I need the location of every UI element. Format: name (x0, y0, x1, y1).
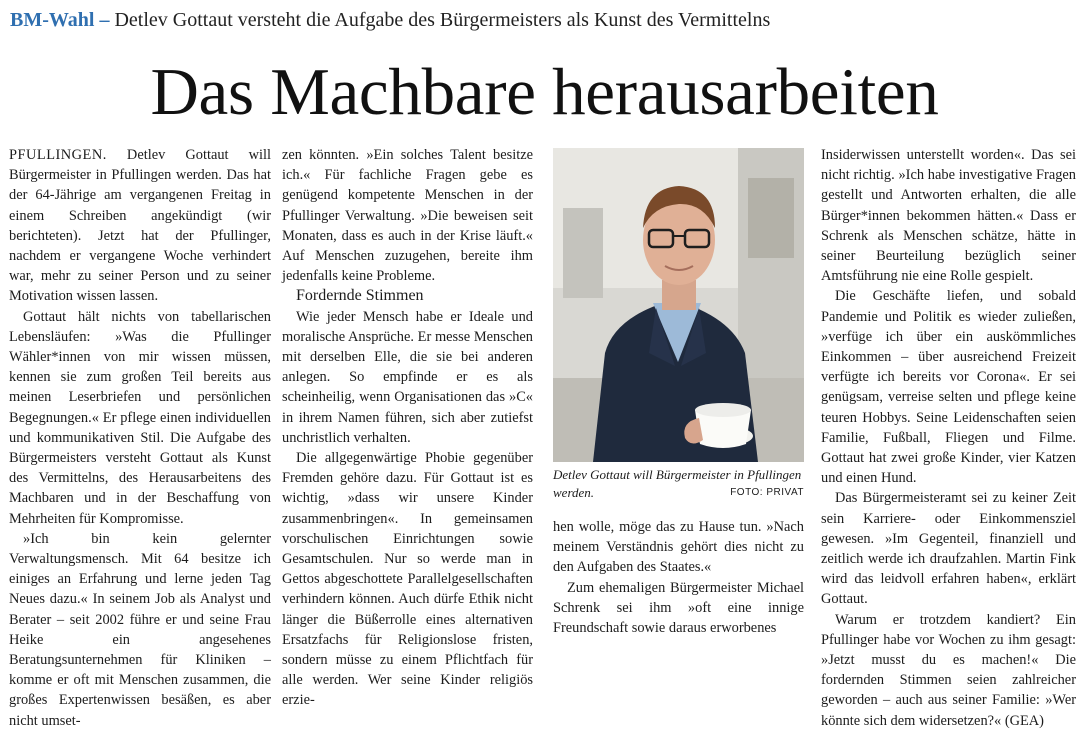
kicker-subtitle: Detlev Gottaut versteht die Aufgabe des Bürgermeisters als Kunst des Vermittelns (114, 9, 771, 31)
paragraph: Die Geschäfte liefen, und sobald Pandemie und Politik es wieder zuließen, »verfüge ich über ein auskömmliches Einkommen – über ausreichend Freizeit verfügte ich bereits vor Corona«. Er sei genügsam, verreise selten und pflege keine teuren Hobbys. Seine Leidenschaften seien Familie, Fußball, Fliegen und Filme. Gottaut hat zwei große Kinder, vier Katzen und einen Hund. (821, 288, 1076, 487)
paragraph: Wie jeder Mensch habe er Ideale und moralische Ansprüche. Er messe Menschen mit derselben Elle, die sie bei anderen anlegen. So empfinde er es als scheinheilig, wenn Organisationen das »C« in ihrem Namen führen, sich aber zutiefst unchristlich verhalten. (282, 308, 533, 446)
paragraph: Zum ehemaligen Bürgermeister Michael Schrenk sei ihm »oft eine innige Freundschaft sowie daraus erworbenes (553, 579, 804, 637)
paragraph: »Ich bin kein gelernter Verwaltungsmensch. Mit 64 besitze ich einiges an Erfahrung und lerne jeden Tag Neues dazu.« In seinem Job als Analyst und Berater – seit 2002 führe er und seine Frau Heike ein angesehenes Beratungsunternehmen für Kliniken – komme er oft mit Menschen zusammen, die großes Expertenwissen besäßen, es aber nicht umset- (9, 530, 271, 729)
paragraph: Insiderwissen unterstellt worden«. Das sei nicht richtig. »Ich habe investigative Fragen gestellt und Antworten erhalten, die alle Bürger*innen bekommen hätten.« Dass er Schrenk als Menschen schätze, hätte in seiner Beurteilung bezüglich seiner Amtsführung nie eine Rolle gespielt. (821, 147, 1076, 285)
paragraph: zen könnten. »Ein solches Talent besitze ich.« Für fachliche Fragen gebe es genügend kompetente Menschen in der Pfullinger Verwaltung. »Die beweisen seit Monaten, dass es auch in der Krise läuft.« Auf Menschen zuzugehen, bereite ihm jedenfalls keine Probleme. (282, 147, 533, 285)
paragraph: Das Bürgermeisteramt sei zu keiner Zeit sein Karriere- oder Einkommensziel gewesen. »Im Gegenteil, finanziell und zeitlich werde ich draufzahlen. Martin Fink wird das leidvoll erfahren haben«, erklärt Gottaut. (821, 490, 1076, 608)
kicker-line (10, 9, 770, 32)
portrait-photo (553, 148, 804, 462)
photo-caption (553, 466, 804, 502)
paragraph: Die allgegenwärtige Phobie gegenüber Fremden gehöre dazu. Für Gottaut ist es wichtig, »dass wir unsere Kinder zusammenbringen«. In gemeinsamen vorschulischen Einrichtungen sowie Gesamtschulen. Nur so werde man in Gettos abgeschottete Parallelgesellschaften verhindern können. Auch dürfe Ethik nicht länger die Büßerrolle eines alternativen Ersatzfachs für Religionslose fristen, sondern müsse zu einem Pflichtfach für alle werden. Wer seine Kinder religiös erzie- (282, 450, 533, 709)
column-4 (821, 145, 1076, 731)
caption-text: Detlev Gottaut will Bürgermeister in Pfullingen werden. (553, 467, 802, 500)
dateline: PFULLINGEN. (9, 147, 107, 163)
paragraph: Warum er trotzdem kandiert? Ein Pfullinger habe vor Wochen zu ihm gesagt: »Jetzt musst du es machen!« Die fordernden Stimmen seien zahlreicher geworden – auch aus seiner Familie: »Wer könnte sich dem widersetzen?« (GEA) (821, 611, 1076, 729)
photo-credit: FOTO: PRIVAT (730, 487, 804, 498)
paragraph (9, 145, 271, 307)
portrait-illustration (553, 148, 804, 462)
column-2 (282, 145, 533, 711)
paragraph: Gottaut hält nichts von tabellarischen Lebensläufen: »Was die Pfullinger Wähler*innen von mir wissen müssen, kennen sie zum großen Teil bereits aus meinen Leserbriefen und persönlichen Begegnungen.« Er pflege einen individuellen und kommunikativen Stil. Die Aufgabe des Bürgermeisters versteht Gottaut als Kunst des Vermittelns, des Herausarbeitens des Machbaren und in der Beschaffung von Mehrheiten für Kompromisse. (9, 308, 271, 527)
kicker-label: BM-Wahl – (10, 9, 110, 31)
paragraph: hen wolle, möge das zu Hause tun. »Nach meinem Verständnis gehört dies nicht zu den Aufgaben des Staates.« (553, 519, 804, 576)
headline: Das Machbare herausarbeiten (150, 55, 939, 129)
column-1 (9, 145, 271, 731)
subheading: Fordernde Stimmen (296, 287, 424, 305)
column-3 (553, 517, 804, 638)
lead-text: Detlev Gottaut will Bürgermeister in Pfullingen werden. Das hat der 64-Jährige am vergangenen Freitag in einem Schreiben angekündigt (wir berichteten). Jetzt hat der Pfullinger, nachdem er vergangene Woche verhindert war, mehr zu seiner Person und zu seiner Motivation wissen lassen. (9, 147, 271, 305)
